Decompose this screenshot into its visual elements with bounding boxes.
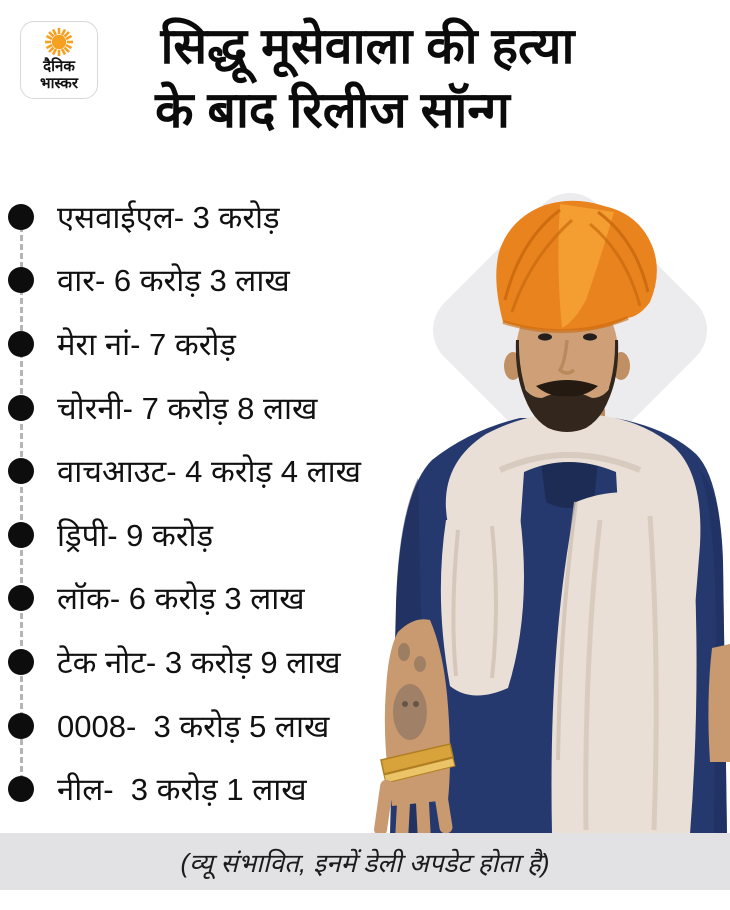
bullet-icon bbox=[8, 204, 34, 230]
footnote-text: (व्यू संभावित, इनमें डेली अपडेट होता है) bbox=[180, 847, 550, 878]
list-item bbox=[0, 185, 361, 249]
bullet-icon bbox=[8, 585, 34, 611]
song-label: लॉक- 6 करोड़ 3 लाख bbox=[57, 581, 305, 617]
list-item bbox=[0, 503, 361, 567]
brand-name-line1: दैनिक bbox=[43, 58, 75, 75]
bullet-icon bbox=[8, 395, 34, 421]
bullet-icon bbox=[8, 267, 34, 293]
bullet-icon bbox=[8, 649, 34, 675]
song-label: नील- 3 करोड़ 1 लाख bbox=[57, 772, 307, 808]
bullet-icon bbox=[8, 458, 34, 484]
headline-line2: के बाद रिलीज सॉन्ग bbox=[155, 82, 510, 138]
list-item bbox=[0, 249, 361, 313]
dainik-bhaskar-logo bbox=[20, 21, 98, 99]
bullet-icon bbox=[8, 522, 34, 548]
list-item bbox=[0, 312, 361, 376]
list-item bbox=[0, 567, 361, 631]
song-label: वाचआउट- 4 करोड़ 4 लाख bbox=[57, 454, 362, 490]
song-label: एसवाईएल- 3 करोड़ bbox=[57, 199, 280, 235]
sun-icon bbox=[44, 27, 74, 57]
song-list bbox=[0, 185, 361, 821]
song-label: चोरनी- 7 करोड़ 8 लाख bbox=[57, 390, 318, 426]
bullet-icon bbox=[8, 776, 34, 802]
list-item bbox=[0, 694, 361, 758]
song-label: 0008- 3 करोड़ 5 लाख bbox=[57, 708, 330, 744]
sidhu-moosewala-photo bbox=[365, 180, 730, 834]
brand-name bbox=[40, 58, 78, 92]
list-item bbox=[0, 376, 361, 440]
headline bbox=[60, 14, 675, 142]
bullet-icon bbox=[8, 713, 34, 739]
brand-name-line2: भास्कर bbox=[40, 75, 78, 92]
list-item bbox=[0, 439, 361, 503]
song-label: मेरा नां- 7 करोड़ bbox=[57, 326, 236, 362]
song-label: वार- 6 करोड़ 3 लाख bbox=[57, 263, 290, 299]
list-item bbox=[0, 630, 361, 694]
bullet-icon bbox=[8, 331, 34, 357]
orange-turban bbox=[496, 201, 657, 331]
list-item bbox=[0, 757, 361, 821]
footnote-band bbox=[0, 833, 730, 890]
song-label: टेक नोट- 3 करोड़ 9 लाख bbox=[57, 644, 341, 680]
arm-tattoo bbox=[398, 643, 410, 661]
headline-line1: सिद्धू मूसेवाला की हत्या bbox=[160, 18, 575, 74]
right-arm bbox=[708, 644, 730, 762]
song-label: ड्रिपी- 9 करोड़ bbox=[57, 517, 214, 553]
